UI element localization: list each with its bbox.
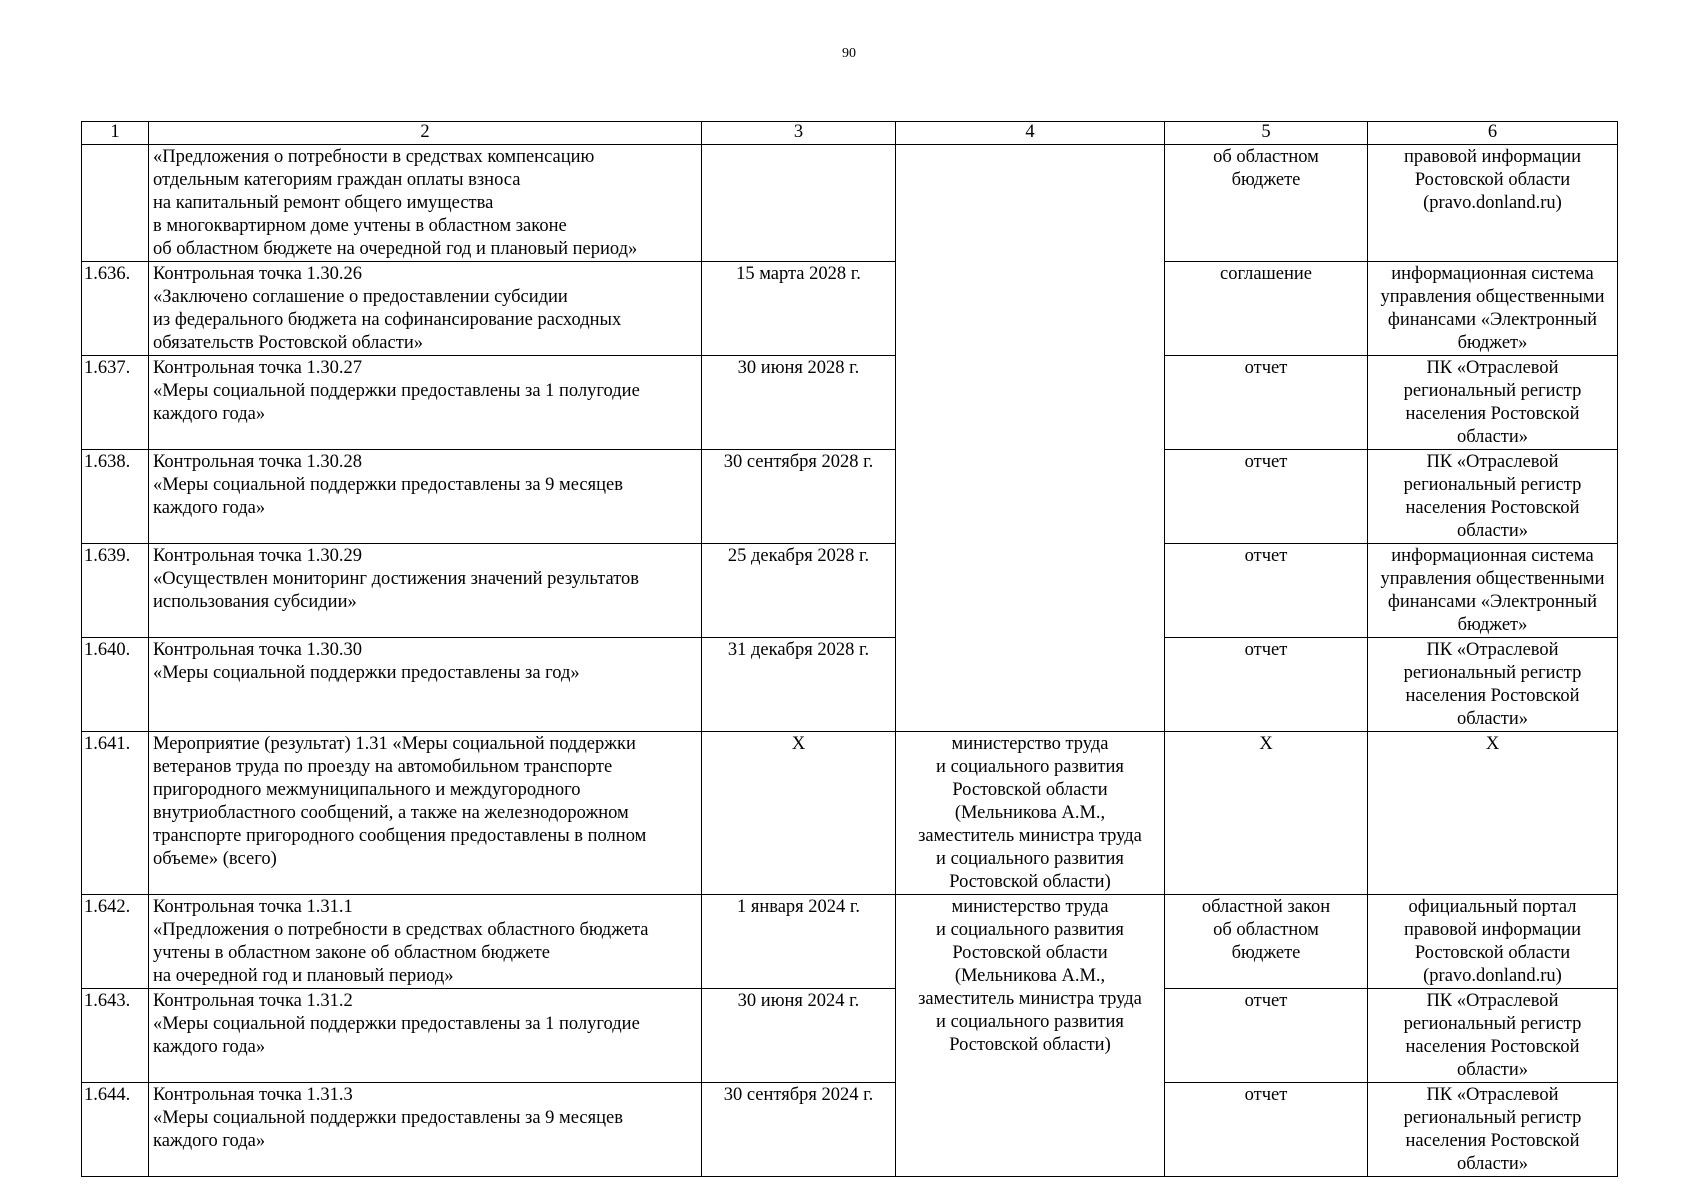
row-info-source: ПК «Отраслевой региональный регистр населения Ростовской области» — [1368, 989, 1618, 1083]
table-row — [82, 732, 1618, 895]
row-number: 1.638. — [82, 450, 149, 544]
row-number: 1.642. — [82, 895, 149, 989]
row-date: 30 сентября 2028 г. — [702, 450, 896, 544]
row-document: отчет — [1165, 544, 1368, 638]
row-date: 30 июня 2024 г. — [702, 989, 896, 1083]
row-description: «Предложения о потребности в средствах компенсацию отдельным категориям граждан оплаты взноса на капитальный ремонт общего имущества в многоквартирном доме учтены в областном законе об областном бюджете на очередной год и плановый период» — [149, 145, 702, 262]
row-description: Контрольная точка 1.31.3 «Меры социальной поддержки предоставлены за 9 месяцев каждого года» — [149, 1083, 702, 1177]
row-info-source: ПК «Отраслевой региональный регистр населения Ростовской области» — [1368, 356, 1618, 450]
row-number: 1.639. — [82, 544, 149, 638]
page-number: 90 — [842, 46, 856, 61]
row-number: 1.643. — [82, 989, 149, 1083]
row-document: отчет — [1165, 356, 1368, 450]
header-cell: 3 — [702, 122, 896, 145]
table-row — [82, 638, 1618, 732]
row-number: 1.637. — [82, 356, 149, 450]
row-number: 1.636. — [82, 262, 149, 356]
row-date: 25 декабря 2028 г. — [702, 544, 896, 638]
table-row — [82, 544, 1618, 638]
row-number — [82, 145, 149, 262]
row-info-source: информационная система управления общественными финансами «Электронный бюджет» — [1368, 262, 1618, 356]
row-description: Контрольная точка 1.30.27 «Меры социальной поддержки предоставлены за 1 полугодие каждого года» — [149, 356, 702, 450]
row-date: 15 марта 2028 г. — [702, 262, 896, 356]
table-row — [82, 450, 1618, 544]
row-info-source: информационная система управления общественными финансами «Электронный бюджет» — [1368, 544, 1618, 638]
row-info-source: ПК «Отраслевой региональный регистр населения Ростовской области» — [1368, 1083, 1618, 1177]
row-number: 1.641. — [82, 732, 149, 895]
row-description: Контрольная точка 1.31.2 «Меры социальной поддержки предоставлены за 1 полугодие каждого года» — [149, 989, 702, 1083]
row-document: отчет — [1165, 450, 1368, 544]
table-row — [82, 356, 1618, 450]
row-document: соглашение — [1165, 262, 1368, 356]
row-number: 1.640. — [82, 638, 149, 732]
row-info-source: ПК «Отраслевой региональный регистр населения Ростовской области» — [1368, 638, 1618, 732]
row-date: 30 июня 2028 г. — [702, 356, 896, 450]
header-cell: 1 — [82, 122, 149, 145]
table-row — [82, 1083, 1618, 1177]
row-info-source: ПК «Отраслевой региональный регистр населения Ростовской области» — [1368, 450, 1618, 544]
row-description: Контрольная точка 1.30.26 «Заключено соглашение о предоставлении субсидии из федерального бюджета на софинансирование расходных обязательств Ростовской области» — [149, 262, 702, 356]
row-responsible-empty — [896, 145, 1165, 732]
row-description: Контрольная точка 1.30.30 «Меры социальной поддержки предоставлены за год» — [149, 638, 702, 732]
row-date: 1 января 2024 г. — [702, 895, 896, 989]
row-document: отчет — [1165, 1083, 1368, 1177]
table-row — [82, 895, 1618, 989]
row-date: Х — [702, 732, 896, 895]
row-info-source: официальный портал правовой информации Ростовской области (pravo.donland.ru) — [1368, 895, 1618, 989]
row-description: Контрольная точка 1.30.29 «Осуществлен мониторинг достижения значений результатов использования субсидии» — [149, 544, 702, 638]
measures-table — [81, 121, 1618, 1177]
table-row — [82, 262, 1618, 356]
header-cell: 2 — [149, 122, 702, 145]
row-info-source: Х — [1368, 732, 1618, 895]
row-date: 30 сентября 2024 г. — [702, 1083, 896, 1177]
row-description: Мероприятие (результат) 1.31 «Меры социальной поддержки ветеранов труда по проезду на автомобильном транспорте пригородного межмуниципального и междугородного внутриобластного сообщений, а также на железнодорожном транспорте пригородного сообщения предоставлены в полном объеме» (всего) — [149, 732, 702, 895]
row-date: 31 декабря 2028 г. — [702, 638, 896, 732]
row-document: областной закон об областном бюджете — [1165, 895, 1368, 989]
row-description: Контрольная точка 1.30.28 «Меры социальной поддержки предоставлены за 9 месяцев каждого года» — [149, 450, 702, 544]
table-row — [82, 145, 1618, 262]
row-date — [702, 145, 896, 262]
row-responsible: министерство труда и социального развития Ростовской области (Мельникова А.М., заместитель министра труда и социального развития Ростовской области) — [896, 732, 1165, 895]
header-cell: 6 — [1368, 122, 1618, 145]
row-description: Контрольная точка 1.31.1 «Предложения о потребности в средствах областного бюджета учтены в областном законе об областном бюджете на очередной год и плановый период» — [149, 895, 702, 989]
header-cell: 4 — [896, 122, 1165, 145]
header-cell: 5 — [1165, 122, 1368, 145]
row-document: отчет — [1165, 989, 1368, 1083]
row-number: 1.644. — [82, 1083, 149, 1177]
table-row — [82, 989, 1618, 1083]
row-document: Х — [1165, 732, 1368, 895]
row-document: об областном бюджете — [1165, 145, 1368, 262]
row-document: отчет — [1165, 638, 1368, 732]
row-info-source: правовой информации Ростовской области (pravo.donland.ru) — [1368, 145, 1618, 262]
table-header-row — [82, 122, 1618, 145]
row-responsible: министерство труда и социального развития Ростовской области (Мельникова А.М., заместитель министра труда и социального развития Ростовской области) — [896, 895, 1165, 1177]
